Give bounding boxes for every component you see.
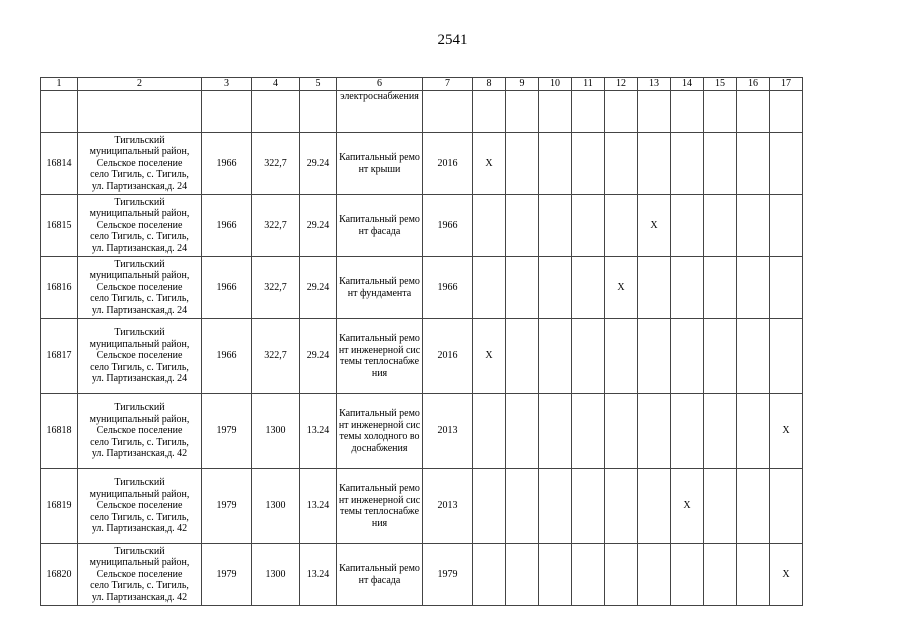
- mark-cell: X: [605, 257, 638, 319]
- empty-cell: [572, 257, 605, 319]
- empty-cell: [704, 544, 737, 606]
- empty-cell: [671, 394, 704, 469]
- empty-cell: [704, 195, 737, 257]
- column-number-cell: 1: [41, 78, 78, 91]
- row-id-cell: 16816: [41, 257, 78, 319]
- empty-cell: [572, 319, 605, 394]
- continuation-row: [41, 91, 803, 133]
- empty-cell: [506, 544, 539, 606]
- empty-cell: [539, 257, 572, 319]
- address-cell: [78, 257, 202, 319]
- empty-cell: [572, 133, 605, 195]
- address-line: Сельское поселение: [96, 425, 183, 437]
- address-line: село Тигиль, с. Тигиль,: [90, 436, 189, 448]
- year-cell: 1966: [202, 257, 252, 319]
- empty-cell: [506, 133, 539, 195]
- empty-cell: [770, 91, 803, 133]
- empty-cell: [704, 394, 737, 469]
- empty-cell: [737, 319, 770, 394]
- empty-cell: [202, 91, 252, 133]
- empty-cell: [704, 319, 737, 394]
- address-line: Тигильский: [114, 545, 165, 557]
- address-line: село Тигиль, с. Тигиль,: [90, 169, 189, 181]
- column-number-cell: 13: [638, 78, 671, 91]
- empty-cell: [737, 195, 770, 257]
- mark-cell: X: [473, 319, 506, 394]
- address-line: ул. Партизанская,д. 24: [91, 304, 188, 316]
- empty-cell: [300, 91, 337, 133]
- column-number-row: [41, 78, 803, 91]
- empty-cell: [473, 469, 506, 544]
- empty-cell: [737, 469, 770, 544]
- wear-cell: 29.24: [300, 133, 337, 195]
- address-line: Сельское поселение: [96, 219, 183, 231]
- empty-cell: [252, 91, 300, 133]
- address-line: Сельское поселение: [96, 568, 183, 580]
- empty-cell: [737, 544, 770, 606]
- table-row: [41, 394, 803, 469]
- wear-cell: 29.24: [300, 257, 337, 319]
- empty-cell: [506, 469, 539, 544]
- row-id-cell: 16819: [41, 469, 78, 544]
- empty-cell: [473, 91, 506, 133]
- year-cell: 1966: [202, 133, 252, 195]
- planned-year-cell: 1979: [423, 544, 473, 606]
- work-type-cell: Капитальный ремонт фасада: [337, 195, 423, 257]
- planned-year-cell: 2013: [423, 469, 473, 544]
- address-line: Тигильский: [114, 196, 165, 208]
- empty-cell: [506, 91, 539, 133]
- address-line: ул. Партизанская,д. 42: [91, 523, 188, 535]
- table-row: [41, 319, 803, 394]
- empty-cell: [506, 195, 539, 257]
- area-cell: 1300: [252, 544, 300, 606]
- empty-cell: [473, 195, 506, 257]
- address-line: Тигильский: [114, 327, 165, 339]
- row-id-cell: 16820: [41, 544, 78, 606]
- repair-schedule-table: [40, 77, 803, 606]
- empty-cell: [770, 195, 803, 257]
- address-cell: [78, 195, 202, 257]
- address-cell: [78, 469, 202, 544]
- empty-cell: [506, 257, 539, 319]
- empty-cell: [704, 91, 737, 133]
- year-cell: 1979: [202, 394, 252, 469]
- empty-cell: [704, 469, 737, 544]
- mark-cell: X: [638, 195, 671, 257]
- table-row: [41, 544, 803, 606]
- address-cell: [78, 133, 202, 195]
- row-id-cell: 16815: [41, 195, 78, 257]
- empty-cell: [41, 91, 78, 133]
- column-number-cell: 10: [539, 78, 572, 91]
- address-line: ул. Партизанская,д. 24: [91, 242, 188, 254]
- wear-cell: 29.24: [300, 195, 337, 257]
- empty-cell: [605, 469, 638, 544]
- table-row: [41, 195, 803, 257]
- address-line: ул. Партизанская,д. 24: [91, 373, 188, 385]
- empty-cell: [638, 319, 671, 394]
- address-line: ул. Партизанская,д. 24: [91, 180, 188, 192]
- empty-cell: [506, 319, 539, 394]
- area-cell: 1300: [252, 469, 300, 544]
- column-number-cell: 16: [737, 78, 770, 91]
- planned-year-cell: 1966: [423, 195, 473, 257]
- empty-cell: [638, 544, 671, 606]
- column-number-cell: 5: [300, 78, 337, 91]
- empty-cell: [605, 319, 638, 394]
- empty-cell: [539, 394, 572, 469]
- empty-cell: [572, 469, 605, 544]
- address-line: муниципальный район,: [89, 338, 190, 350]
- empty-cell: [770, 469, 803, 544]
- address-line: муниципальный район,: [89, 146, 190, 158]
- address-line: муниципальный район,: [89, 557, 190, 569]
- work-type-cell: Капитальный ремонт инженерной системы теплоснабжения: [337, 319, 423, 394]
- planned-year-cell: 2016: [423, 319, 473, 394]
- address-line: Тигильский: [114, 402, 165, 414]
- planned-year-cell: 1966: [423, 257, 473, 319]
- mark-cell: X: [770, 394, 803, 469]
- column-number-cell: 8: [473, 78, 506, 91]
- empty-cell: [605, 195, 638, 257]
- column-number-cell: 11: [572, 78, 605, 91]
- continuation-work-cell: электроснабжения: [337, 91, 423, 133]
- work-type-cell: Капитальный ремонт инженерной системы теплоснабжения: [337, 469, 423, 544]
- address-line: Сельское поселение: [96, 350, 183, 362]
- empty-cell: [671, 133, 704, 195]
- empty-cell: [638, 133, 671, 195]
- address-line: муниципальный район,: [89, 270, 190, 282]
- row-id-cell: 16817: [41, 319, 78, 394]
- column-number-cell: 7: [423, 78, 473, 91]
- empty-cell: [638, 91, 671, 133]
- empty-cell: [605, 544, 638, 606]
- address-line: Сельское поселение: [96, 157, 183, 169]
- empty-cell: [539, 133, 572, 195]
- empty-cell: [473, 544, 506, 606]
- empty-cell: [423, 91, 473, 133]
- column-number-cell: 12: [605, 78, 638, 91]
- work-type-cell: Капитальный ремонт фундамента: [337, 257, 423, 319]
- empty-cell: [539, 319, 572, 394]
- wear-cell: 13.24: [300, 544, 337, 606]
- empty-cell: [473, 394, 506, 469]
- address-line: село Тигиль, с. Тигиль,: [90, 361, 189, 373]
- empty-cell: [539, 91, 572, 133]
- address-cell: [78, 544, 202, 606]
- table-row: [41, 133, 803, 195]
- address-line: село Тигиль, с. Тигиль,: [90, 511, 189, 523]
- empty-cell: [638, 469, 671, 544]
- column-number-cell: 6: [337, 78, 423, 91]
- address-line: Тигильский: [114, 477, 165, 489]
- empty-cell: [539, 544, 572, 606]
- column-number-cell: 2: [78, 78, 202, 91]
- work-type-cell: Капитальный ремонт инженерной системы холодного водоснабжения: [337, 394, 423, 469]
- empty-cell: [737, 133, 770, 195]
- address-line: Сельское поселение: [96, 500, 183, 512]
- empty-cell: [473, 257, 506, 319]
- empty-cell: [638, 394, 671, 469]
- address-line: село Тигиль, с. Тигиль,: [90, 293, 189, 305]
- empty-cell: [506, 394, 539, 469]
- address-line: Тигильский: [114, 134, 165, 146]
- address-line: село Тигиль, с. Тигиль,: [90, 580, 189, 592]
- empty-cell: [572, 394, 605, 469]
- mark-cell: X: [671, 469, 704, 544]
- work-type-cell: Капитальный ремонт фасада: [337, 544, 423, 606]
- empty-cell: [737, 394, 770, 469]
- address-line: село Тигиль, с. Тигиль,: [90, 231, 189, 243]
- year-cell: 1966: [202, 195, 252, 257]
- empty-cell: [704, 257, 737, 319]
- empty-cell: [572, 195, 605, 257]
- empty-cell: [572, 91, 605, 133]
- column-number-cell: 9: [506, 78, 539, 91]
- address-cell: [78, 319, 202, 394]
- table-row: [41, 469, 803, 544]
- empty-cell: [572, 544, 605, 606]
- column-number-cell: 3: [202, 78, 252, 91]
- year-cell: 1979: [202, 544, 252, 606]
- wear-cell: 29.24: [300, 319, 337, 394]
- mark-cell: X: [770, 544, 803, 606]
- year-cell: 1979: [202, 469, 252, 544]
- empty-cell: [539, 469, 572, 544]
- wear-cell: 13.24: [300, 469, 337, 544]
- area-cell: 322,7: [252, 133, 300, 195]
- area-cell: 322,7: [252, 319, 300, 394]
- page-number: 2541: [437, 32, 468, 48]
- mark-cell: X: [473, 133, 506, 195]
- empty-cell: [737, 91, 770, 133]
- empty-cell: [605, 91, 638, 133]
- address-line: муниципальный район,: [89, 413, 190, 425]
- address-line: муниципальный район,: [89, 208, 190, 220]
- empty-cell: [671, 319, 704, 394]
- table-row: [41, 257, 803, 319]
- address-line: Тигильский: [114, 258, 165, 270]
- planned-year-cell: 2013: [423, 394, 473, 469]
- area-cell: 322,7: [252, 257, 300, 319]
- work-type-cell: Капитальный ремонт крыши: [337, 133, 423, 195]
- year-cell: 1966: [202, 319, 252, 394]
- column-number-cell: 15: [704, 78, 737, 91]
- empty-cell: [671, 257, 704, 319]
- row-id-cell: 16818: [41, 394, 78, 469]
- empty-cell: [671, 91, 704, 133]
- empty-cell: [605, 133, 638, 195]
- address-line: ул. Партизанская,д. 42: [91, 591, 188, 603]
- empty-cell: [671, 544, 704, 606]
- planned-year-cell: 2016: [423, 133, 473, 195]
- area-cell: 322,7: [252, 195, 300, 257]
- column-number-cell: 4: [252, 78, 300, 91]
- empty-cell: [704, 133, 737, 195]
- address-line: муниципальный район,: [89, 488, 190, 500]
- address-cell: [78, 394, 202, 469]
- column-number-cell: 17: [770, 78, 803, 91]
- empty-cell: [671, 195, 704, 257]
- wear-cell: 13.24: [300, 394, 337, 469]
- empty-cell: [770, 257, 803, 319]
- address-line: Сельское поселение: [96, 281, 183, 293]
- empty-cell: [539, 195, 572, 257]
- address-line: ул. Партизанская,д. 42: [91, 448, 188, 460]
- area-cell: 1300: [252, 394, 300, 469]
- empty-cell: [770, 319, 803, 394]
- empty-cell: [78, 91, 202, 133]
- row-id-cell: 16814: [41, 133, 78, 195]
- empty-cell: [605, 394, 638, 469]
- empty-cell: [638, 257, 671, 319]
- empty-cell: [770, 133, 803, 195]
- empty-cell: [737, 257, 770, 319]
- column-number-cell: 14: [671, 78, 704, 91]
